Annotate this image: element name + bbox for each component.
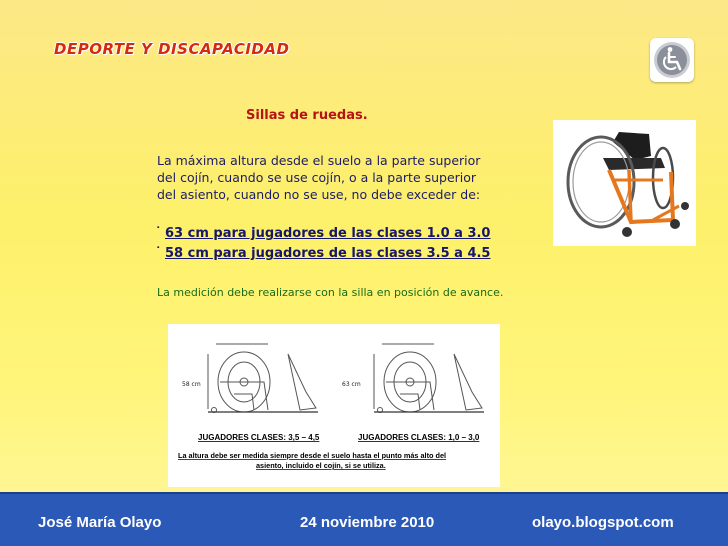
footer-bar (0, 492, 728, 546)
wheelchair-icon (653, 41, 691, 79)
wheelchair-logo (650, 38, 694, 82)
paragraph-line: del cojín, cuando se use cojín, o a la parte superior (157, 170, 477, 185)
rule-paragraph (157, 152, 497, 203)
bullet-list (155, 224, 490, 264)
right-class-label: JUGADORES CLASES: 1,0 – 3,0 (358, 433, 480, 442)
footer-author: José María Olayo (38, 514, 162, 531)
left-class-label: JUGADORES CLASES: 3,5 – 4,5 (198, 433, 320, 442)
brand-title: DEPORTE Y DISCAPACIDAD (54, 40, 290, 58)
paragraph-line: La máxima altura desde el suelo a la parte superior (157, 153, 481, 168)
bullet-text: 58 cm para jugadores de las clases 3.5 a 4.5 (165, 246, 491, 261)
left-measure-label: 58 cm (182, 381, 201, 388)
measurement-diagram (168, 324, 500, 487)
footer-site: olayo.blogspot.com (532, 514, 674, 531)
bullet-item: ˙ 63 cm para jugadores de las clases 1.0 a 3.0 (155, 226, 491, 241)
wheelchair-photo (553, 120, 696, 246)
footer-date: 24 noviembre 2010 (300, 514, 435, 531)
measurement-note: La medición debe realizarse con la silla en posición de avance. (157, 286, 504, 299)
section-title: Sillas de ruedas. (246, 108, 368, 123)
right-measure-label: 63 cm (342, 381, 361, 388)
paragraph-line: del asiento, cuando no se use, no debe exceder de: (157, 187, 481, 202)
bullet-text: 63 cm para jugadores de las clases 1.0 a 3.0 (165, 226, 491, 241)
diagram-caption-line2: asiento, incluido el cojín, si se utiliza. (256, 461, 386, 470)
diagram-caption-line1: La altura debe ser medida siempre desde el suelo hasta el punto más alto del (178, 451, 447, 460)
bullet-item: ˙ 58 cm para jugadores de las clases 3.5 a 4.5 (155, 246, 491, 261)
